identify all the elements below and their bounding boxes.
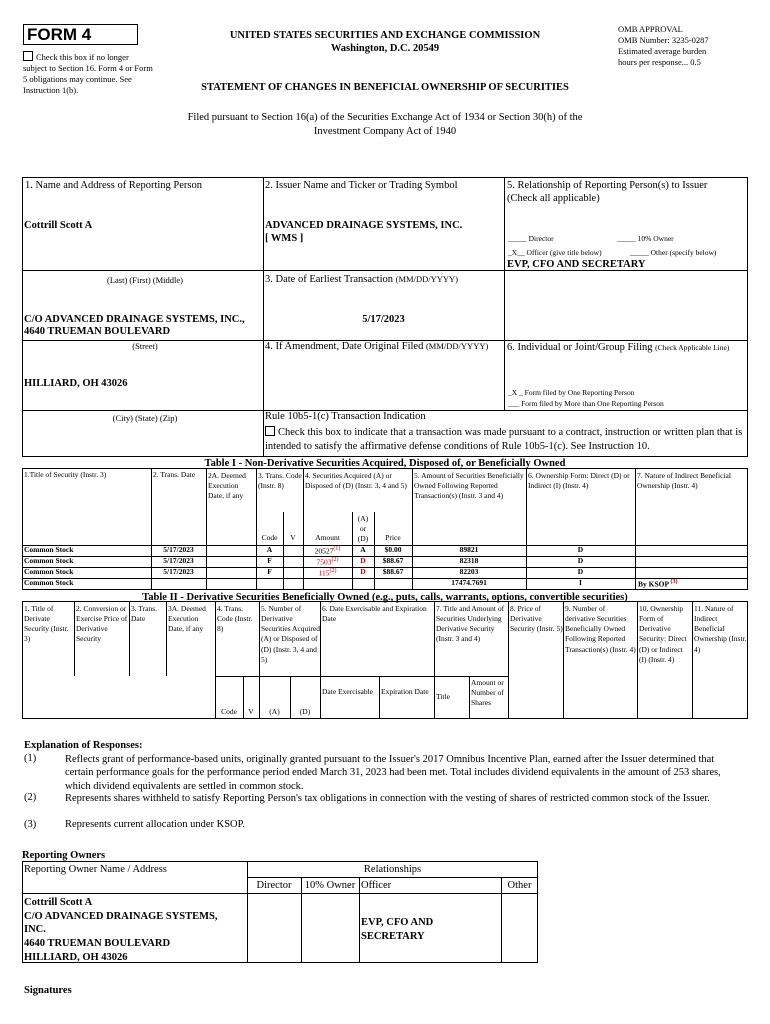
issuer-name: ADVANCED DRAINAGE SYSTEMS, INC. xyxy=(265,220,463,231)
row4-title: Common Stock xyxy=(24,578,74,587)
agency-city: Washington, D.C. 20549 xyxy=(330,43,440,54)
row1-code: A xyxy=(266,545,273,554)
t1-col1-header: 1.Title of Security (Instr. 3) xyxy=(24,470,107,479)
t1-code-header: Code xyxy=(261,533,278,542)
row4-owned: 17474.7691 xyxy=(451,578,487,587)
t2-amount-header: Amount or Number of Shares xyxy=(471,678,504,708)
t1-col7-header: 7. Nature of Indirect Beneficial Ownership (Instr. 4) xyxy=(637,471,731,491)
t1-col2-header: 2. Trans. Date xyxy=(153,470,196,479)
row3-owned: 82203 xyxy=(459,567,479,576)
owner-line: INC. xyxy=(24,924,46,936)
t2-a-header: (A) xyxy=(269,707,280,716)
row3-amount-value: 115 xyxy=(318,568,330,578)
footnote-3-num: (3) xyxy=(24,819,37,830)
row2-title: Common Stock xyxy=(24,556,74,565)
footnote-2-text: Represents shares withheld to satisfy Reporting Person's tax obligations in connection with the vesting of shares of restricted common stock of the Issuer. xyxy=(65,793,710,804)
row3-price: $88.67 xyxy=(382,567,404,576)
filed-pursuant-line2: Investment Company Act of 1940 xyxy=(313,126,457,137)
table1-title: Table I - Non-Derivative Securities Acquired, Disposed of, or Beneficially Owned xyxy=(204,458,566,469)
row2-form: D xyxy=(577,556,584,565)
table2-title: Table II - Derivative Securities Beneficially Owned (e.g., puts, calls, warrants, options, convertible securities) xyxy=(142,592,628,603)
t2-col8-header: 8. Price of Derivative Security (Instr. 5) xyxy=(510,604,563,634)
row4-footnote-link[interactable]: (3) xyxy=(670,579,678,585)
footnote-1-num: (1) xyxy=(24,753,37,764)
row2-price: $88.67 xyxy=(382,556,404,565)
other-option[interactable]: _____ Other (specify below) xyxy=(630,248,717,257)
box6-label-text: 6. Individual or Joint/Group Filing xyxy=(507,342,653,353)
checkbox-note-text: Check this box if no longer subject to Section 16. Form 4 or Form 5 obligations may continue. See Instruction 1(b). xyxy=(23,52,153,96)
more-persons-option[interactable]: ___ Form filed by More than One Reporting Person xyxy=(508,399,664,408)
street-label: (Street) xyxy=(132,341,158,351)
footnote-3-text: Represents current allocation under KSOP. xyxy=(65,819,245,830)
box4-label-text: 4. If Amendment, Date Original Filed xyxy=(265,341,424,352)
relationships-header: Relationships xyxy=(363,864,422,875)
footnote-1-text: Reflects grant of performance-based units, originally granted pursuant to the Issuer's 2017 Omnibus Incentive Plan, earned after the Issuer determined that certain performance goals for the performance period ended March 31, 2023 had been met. Total includes dividend equivalents in the amount of 253 shares, which dividend equivalents are settled in common stock. xyxy=(65,754,721,792)
owner-line: Cottrill Scott A xyxy=(24,897,93,908)
row1-form: D xyxy=(577,545,584,554)
row4-nature xyxy=(638,579,678,589)
box3-label xyxy=(265,274,458,286)
row3-footnote-link[interactable]: (2) xyxy=(329,568,337,574)
box6-label xyxy=(507,341,747,354)
one-person-option[interactable]: _X _ Form filed by One Reporting Person xyxy=(508,388,635,397)
t2-v-header: V xyxy=(248,707,254,716)
street-address: C/O ADVANCED DRAINAGE SYSTEMS, INC., 4640 TRUEMAN BOULEVARD xyxy=(24,314,245,338)
t2-col6-header: 6. Date Exercisable and Expiration Date xyxy=(322,604,427,624)
row2-code: F xyxy=(267,556,272,565)
ten-pct-col-header: 10% Owner xyxy=(304,880,356,891)
name-parts-label: (Last) (First) (Middle) xyxy=(106,275,183,285)
t1-col6-header: 6. Ownership Form: Direct (D) or Indirect (I) (Instr. 4) xyxy=(528,471,630,491)
rule-10b5-description: Check this box to indicate that a transaction was made pursuant to a contract, instruction or written plan that is intended to satisfy the affirmative defense conditions of Rule 10b5-1(c). See Instruction 10. xyxy=(265,427,743,453)
reporting-person-name: Cottrill Scott A xyxy=(24,220,93,231)
box5-sub: (Check all applicable) xyxy=(507,193,600,204)
row2-aord: D xyxy=(360,556,366,565)
signatures-heading: Signatures xyxy=(24,985,72,996)
row4-form: I xyxy=(579,578,582,587)
owner-line: HILLIARD, OH 43026 xyxy=(24,951,128,963)
ten-pct-owner-option[interactable]: _____ 10% Owner xyxy=(617,234,674,243)
filed-pursuant-line1: Filed pursuant to Section 16(a) of the Securities Exchange Act of 1934 or Section 30(h) of the xyxy=(187,112,583,123)
t1-price-header: Price xyxy=(385,533,401,542)
director-option[interactable]: _____ Director xyxy=(508,234,554,243)
city-address: HILLIARD, OH 43026 xyxy=(24,378,128,389)
t2-col7-header: 7. Title and Amount of Securities Underlying Derivative Security (Instr. 3 and 4) xyxy=(436,604,505,644)
t2-col4-header: 4. Trans. Code (Instr. 8) xyxy=(217,604,253,634)
rule-10b5-checkbox[interactable] xyxy=(265,426,275,436)
earliest-transaction-date: 5/17/2023 xyxy=(362,314,405,325)
agency-name: UNITED STATES SECURITIES AND EXCHANGE COMMISSION xyxy=(229,30,541,41)
row1-price: $0.00 xyxy=(384,545,402,554)
row2-amount-value: 7503 xyxy=(316,557,332,567)
row2-owned: 82318 xyxy=(459,556,479,565)
t2-col1-header: 1. Title of Derivate Security (Instr. 3) xyxy=(24,604,69,644)
officer-title: EVP, CFO AND SECRETARY xyxy=(507,259,646,270)
row1-title: Common Stock xyxy=(24,545,74,554)
t2-date-ex-header: Date Exercisable xyxy=(322,687,374,696)
t2-col11-header: 11. Nature of Indirect Beneficial Ownership (Instr. 4) xyxy=(694,604,747,654)
row3-date: 5/17/2023 xyxy=(163,567,194,576)
no-longer-subject-note xyxy=(23,51,153,96)
row2-amount xyxy=(303,557,352,567)
ticker-symbol: [ WMS ] xyxy=(265,233,304,244)
owner-name-col-header: Reporting Owner Name / Address xyxy=(24,864,167,875)
form-title: FORM 4 xyxy=(27,25,92,44)
t2-d-header: (D) xyxy=(299,707,311,716)
t2-col10-header: 10. Ownership Form of Derivative Security: Direct (D) or Indirect (I) (Instr. 4) xyxy=(639,604,687,664)
owner-officer-title: EVP, CFO AND SECRETARY xyxy=(361,917,434,942)
row4-nature-text: By KSOP xyxy=(638,579,669,589)
t1-col4-header: 4. Securities Acquired (A) or Disposed of (D) (Instr. 3, 4 and 5) xyxy=(305,471,407,491)
t2-col2-header: 2. Conversion or Exercise Price of Derivative Security xyxy=(76,604,128,644)
row1-amount xyxy=(303,546,352,556)
t2-code-header: Code xyxy=(221,707,237,716)
row1-footnote-link[interactable]: (1) xyxy=(333,546,341,552)
t1-v-header: V xyxy=(290,533,296,542)
omb-line: hours per response... 0.5 xyxy=(618,57,701,68)
omb-line: OMB APPROVAL xyxy=(618,24,683,34)
row1-owned: 89821 xyxy=(459,545,479,554)
statement-title: STATEMENT OF CHANGES IN BENEFICIAL OWNERSHIP OF SECURITIES xyxy=(201,82,569,93)
row3-aord: D xyxy=(360,567,366,576)
row1-amount-value: 20527 xyxy=(314,546,334,556)
box3-format: (MM/DD/YYYY) xyxy=(395,274,458,284)
owner-line: 4640 TRUEMAN BOULEVARD xyxy=(24,937,171,949)
t1-aord-header: (A) or (D) xyxy=(357,514,369,544)
box5-label: 5. Relationship of Reporting Person(s) to Issuer xyxy=(507,180,708,191)
row2-footnote-link[interactable]: (2) xyxy=(331,557,339,563)
omb-line: Estimated average burden xyxy=(618,46,707,57)
t1-col5-header: 5. Amount of Securities Beneficially Owned Following Reported Transaction(s) (Instr. 3 and 4) xyxy=(414,471,524,501)
t2-col3a-header: 3A. Deemed Execution Date, if any xyxy=(168,604,206,634)
owner-name-address xyxy=(24,896,218,964)
box4-format: (MM/DD/YYYY) xyxy=(425,341,489,351)
t2-col9-header: 9. Number of derivative Securities Beneficially Owned Following Reported Transaction(s) (Instr. 4) xyxy=(565,604,636,654)
no-longer-subject-checkbox[interactable] xyxy=(23,51,33,61)
footnote-2-num: (2) xyxy=(24,792,37,803)
rule-10b5-title: Rule 10b5-1(c) Transaction Indication xyxy=(265,411,426,422)
omb-line: OMB Number: 3235-0287 xyxy=(618,35,709,46)
row3-form: D xyxy=(577,567,584,576)
t2-title-header: Title xyxy=(436,692,450,701)
officer-col-header: Officer xyxy=(361,880,392,891)
other-col-header: Other xyxy=(507,880,532,891)
explanation-title: Explanation of Responses: xyxy=(24,740,143,751)
row1-date: 5/17/2023 xyxy=(163,545,194,554)
t2-col5-header: 5. Number of Derivative Securities Acquired (A) or Disposed of (D) (Instr. 3, 4 and 5) xyxy=(261,604,320,664)
t1-amount-header: Amount xyxy=(315,533,340,542)
box4-label xyxy=(265,341,488,353)
owner-line: C/O ADVANCED DRAINAGE SYSTEMS, xyxy=(24,910,218,922)
row3-amount xyxy=(303,568,352,578)
city-label: (City) (State) (Zip) xyxy=(112,413,178,423)
row3-title: Common Stock xyxy=(24,567,74,576)
reporting-owners-title: Reporting Owners xyxy=(22,850,106,861)
officer-option[interactable]: _X__ Officer (give title below) xyxy=(508,248,602,257)
box3-label-text: 3. Date of Earliest Transaction xyxy=(265,274,394,285)
box1-label: 1. Name and Address of Reporting Person xyxy=(25,180,203,191)
t2-exp-header: Expiration Date xyxy=(381,687,429,696)
row1-aord: A xyxy=(360,545,366,554)
t1-col2a-header: 2A. Deemed Execution Date, if any xyxy=(208,471,246,501)
row2-date: 5/17/2023 xyxy=(163,556,194,565)
box2-label: 2. Issuer Name and Ticker or Trading Symbol xyxy=(265,180,458,191)
omb-approval xyxy=(618,24,709,68)
row3-code: F xyxy=(267,567,272,576)
director-col-header: Director xyxy=(256,880,292,891)
t2-col3-header: 3. Trans. Date xyxy=(131,604,158,624)
t1-col3-header: 3. Trans. Code (Instr. 8) xyxy=(258,471,302,491)
box6-sub: (Check Applicable Line) xyxy=(655,343,730,352)
rule-10b5-text xyxy=(265,426,745,454)
